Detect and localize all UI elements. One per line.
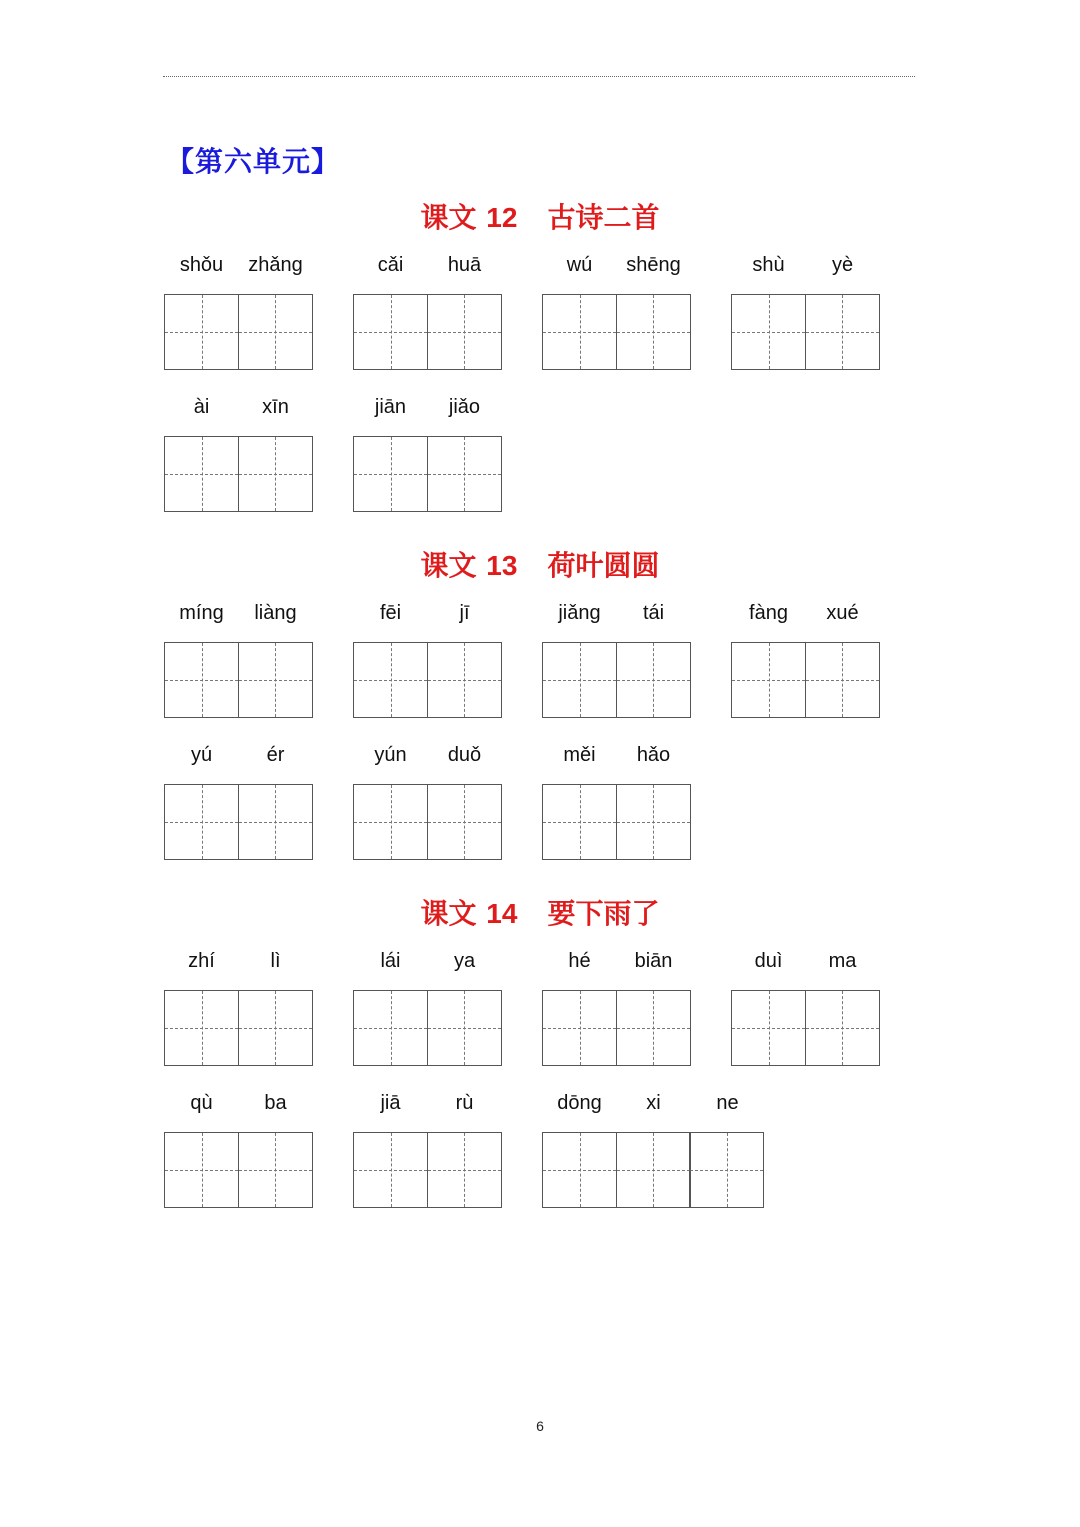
writing-cell[interactable] [427, 990, 502, 1066]
writing-group [164, 254, 316, 374]
tianzige-boxes [542, 784, 691, 858]
tianzige-boxes [353, 436, 502, 510]
cell-horizontal-guide [165, 1170, 238, 1171]
pinyin-label: yú [190, 744, 213, 766]
writing-cell[interactable] [353, 784, 428, 860]
cell-horizontal-guide [428, 474, 501, 475]
tianzige-boxes [353, 990, 502, 1064]
cell-horizontal-guide [165, 474, 238, 475]
pinyin-label: dōng [557, 1092, 602, 1114]
writing-cell[interactable] [805, 990, 880, 1066]
lesson-name: 要下雨了 [547, 897, 660, 930]
pinyin-row [542, 254, 694, 284]
pinyin-label: jiǎng [558, 602, 601, 624]
pinyin-label: zhí [188, 950, 215, 972]
page-number: 6 [536, 1418, 544, 1434]
cell-horizontal-guide [239, 474, 312, 475]
pinyin-label: ya [453, 950, 476, 972]
pinyin-label: jiān [374, 396, 407, 418]
pinyin-row [542, 950, 694, 980]
pinyin-label: fàng [749, 602, 788, 624]
lesson-title [0, 892, 1080, 932]
pinyin-row [164, 254, 316, 284]
writing-cell[interactable] [164, 436, 239, 512]
cell-horizontal-guide [354, 474, 427, 475]
cell-horizontal-guide [354, 332, 427, 333]
pinyin-label: ba [264, 1092, 287, 1114]
pinyin-label: shù [752, 254, 785, 276]
pinyin-label: jiā [380, 1092, 401, 1114]
pinyin-row [164, 396, 316, 426]
writing-cell[interactable] [731, 642, 806, 718]
pinyin-label: tái [642, 602, 665, 624]
pinyin-row [164, 950, 316, 980]
pinyin-label: huā [447, 254, 482, 276]
writing-cell[interactable] [238, 294, 313, 370]
writing-group [353, 602, 505, 722]
writing-cell[interactable] [731, 294, 806, 370]
unit-title: 【第六单元】 [166, 145, 341, 178]
tianzige-boxes [164, 294, 313, 368]
writing-cell[interactable] [164, 1132, 239, 1208]
writing-cell[interactable] [238, 436, 313, 512]
pinyin-row [164, 602, 316, 632]
writing-group [353, 396, 505, 516]
writing-cell[interactable] [616, 1132, 691, 1208]
lesson-name: 古诗二首 [547, 201, 660, 234]
cell-horizontal-guide [690, 1170, 763, 1171]
writing-cell[interactable] [805, 294, 880, 370]
pinyin-label: shǒu [179, 254, 224, 276]
writing-cell[interactable] [353, 436, 428, 512]
writing-cell[interactable] [427, 642, 502, 718]
writing-cell[interactable] [353, 642, 428, 718]
writing-group [731, 254, 883, 374]
cell-horizontal-guide [239, 822, 312, 823]
writing-group [542, 950, 694, 1070]
lesson-number: 12 [486, 202, 518, 233]
writing-group [731, 602, 883, 722]
pinyin-label: měi [563, 744, 596, 766]
writing-cell[interactable] [542, 1132, 617, 1208]
tianzige-boxes [353, 1132, 502, 1206]
cell-horizontal-guide [617, 822, 690, 823]
cell-horizontal-guide [732, 332, 805, 333]
pinyin-label: rù [455, 1092, 474, 1114]
cell-horizontal-guide [354, 1170, 427, 1171]
cell-horizontal-guide [239, 680, 312, 681]
tianzige-boxes [164, 642, 313, 716]
pinyin-row [164, 744, 316, 774]
pinyin-label: ér [266, 744, 285, 766]
cell-horizontal-guide [732, 1028, 805, 1029]
pinyin-row [353, 396, 505, 426]
cell-horizontal-guide [354, 680, 427, 681]
writing-group [731, 950, 883, 1070]
writing-cell[interactable] [353, 294, 428, 370]
cell-horizontal-guide [239, 1170, 312, 1171]
pinyin-label: xué [826, 602, 859, 624]
writing-cell[interactable] [616, 642, 691, 718]
writing-cell[interactable] [353, 990, 428, 1066]
pinyin-row [542, 1092, 768, 1122]
pinyin-row [542, 744, 694, 774]
pinyin-row [353, 950, 505, 980]
cell-horizontal-guide [617, 332, 690, 333]
writing-cell[interactable] [238, 784, 313, 860]
writing-group [353, 254, 505, 374]
cell-horizontal-guide [617, 1170, 690, 1171]
pinyin-label: zhǎng [248, 254, 303, 276]
pinyin-row [353, 744, 505, 774]
header-rule [163, 76, 915, 77]
pinyin-row [731, 950, 883, 980]
writing-cell[interactable] [164, 294, 239, 370]
lesson-title [0, 544, 1080, 584]
writing-group [164, 602, 316, 722]
cell-horizontal-guide [543, 332, 616, 333]
cell-horizontal-guide [543, 822, 616, 823]
cell-horizontal-guide [543, 680, 616, 681]
tianzige-boxes [353, 294, 502, 368]
pinyin-label: ma [828, 950, 857, 972]
lesson-number: 13 [486, 550, 518, 581]
writing-group [542, 254, 694, 374]
pinyin-label: duì [754, 950, 783, 972]
writing-cell[interactable] [238, 642, 313, 718]
pinyin-label: liàng [254, 602, 297, 624]
lesson-label: 课文 [420, 897, 487, 930]
pinyin-label: biān [634, 950, 673, 972]
cell-horizontal-guide [428, 1028, 501, 1029]
pinyin-label: míng [179, 602, 224, 624]
cell-horizontal-guide [165, 680, 238, 681]
pinyin-label: yún [374, 744, 407, 766]
pinyin-label: xīn [262, 396, 289, 418]
writing-group [353, 950, 505, 1070]
pinyin-row [731, 602, 883, 632]
pinyin-label: cǎi [377, 254, 404, 276]
writing-cell[interactable] [542, 642, 617, 718]
pinyin-label: lái [380, 950, 401, 972]
writing-group [542, 744, 694, 864]
cell-horizontal-guide [354, 1028, 427, 1029]
pinyin-row [164, 1092, 316, 1122]
pinyin-row [353, 1092, 505, 1122]
lesson-number: 14 [486, 898, 518, 929]
writing-cell[interactable] [616, 990, 691, 1066]
pinyin-label: qù [190, 1092, 213, 1114]
tianzige-boxes [542, 990, 691, 1064]
tianzige-boxes [731, 642, 880, 716]
writing-group [353, 1092, 505, 1212]
writing-cell[interactable] [238, 990, 313, 1066]
cell-horizontal-guide [806, 332, 879, 333]
pinyin-row [542, 602, 694, 632]
writing-cell[interactable] [427, 294, 502, 370]
cell-horizontal-guide [543, 1028, 616, 1029]
tianzige-boxes [542, 642, 691, 716]
lesson-title [0, 196, 1080, 236]
pinyin-label: hé [568, 950, 591, 972]
writing-cell[interactable] [616, 784, 691, 860]
pinyin-row [353, 254, 505, 284]
pinyin-label: jī [459, 602, 470, 624]
lesson-label: 课文 [420, 549, 487, 582]
writing-cell[interactable] [542, 294, 617, 370]
cell-horizontal-guide [806, 1028, 879, 1029]
tianzige-boxes [731, 294, 880, 368]
tianzige-boxes [164, 784, 313, 858]
writing-cell[interactable] [542, 990, 617, 1066]
writing-cell[interactable] [805, 642, 880, 718]
writing-cell[interactable] [353, 1132, 428, 1208]
tianzige-boxes [164, 1132, 313, 1206]
writing-group [164, 950, 316, 1070]
writing-group [542, 602, 694, 722]
tianzige-boxes [542, 294, 691, 368]
cell-horizontal-guide [165, 1028, 238, 1029]
cell-horizontal-guide [428, 822, 501, 823]
cell-horizontal-guide [806, 680, 879, 681]
pinyin-label: lì [270, 950, 281, 972]
pinyin-label: ne [716, 1092, 739, 1114]
writing-cell[interactable] [164, 642, 239, 718]
writing-group [542, 1092, 768, 1212]
writing-cell[interactable] [427, 436, 502, 512]
tianzige-boxes [353, 784, 502, 858]
pinyin-label: duǒ [447, 744, 482, 766]
writing-cell[interactable] [616, 294, 691, 370]
pinyin-label: yè [831, 254, 854, 276]
cell-horizontal-guide [543, 1170, 616, 1171]
cell-horizontal-guide [428, 1170, 501, 1171]
writing-group [164, 1092, 316, 1212]
pinyin-label: jiǎo [448, 396, 481, 418]
writing-cell[interactable] [427, 1132, 502, 1208]
pinyin-label: xi [646, 1092, 661, 1114]
cell-horizontal-guide [354, 822, 427, 823]
writing-cell[interactable] [689, 1132, 764, 1208]
cell-horizontal-guide [239, 1028, 312, 1029]
pinyin-label: fēi [379, 602, 402, 624]
cell-horizontal-guide [732, 680, 805, 681]
pinyin-label: hǎo [636, 744, 671, 766]
writing-cell[interactable] [427, 784, 502, 860]
lesson-label: 课文 [420, 201, 487, 234]
writing-group [164, 396, 316, 516]
writing-cell[interactable] [542, 784, 617, 860]
writing-group [164, 744, 316, 864]
writing-cell[interactable] [164, 784, 239, 860]
cell-horizontal-guide [239, 332, 312, 333]
cell-horizontal-guide [428, 332, 501, 333]
pinyin-label: ài [193, 396, 210, 418]
tianzige-boxes [353, 642, 502, 716]
tianzige-boxes [542, 1132, 764, 1206]
tianzige-boxes [164, 990, 313, 1064]
cell-horizontal-guide [165, 822, 238, 823]
tianzige-boxes [731, 990, 880, 1064]
pinyin-label: shēng [626, 254, 681, 276]
lesson-name: 荷叶圆圆 [547, 549, 660, 582]
cell-horizontal-guide [617, 680, 690, 681]
pinyin-row [731, 254, 883, 284]
writing-group [353, 744, 505, 864]
cell-horizontal-guide [165, 332, 238, 333]
writing-cell[interactable] [164, 990, 239, 1066]
writing-cell[interactable] [731, 990, 806, 1066]
writing-cell[interactable] [238, 1132, 313, 1208]
cell-horizontal-guide [428, 680, 501, 681]
tianzige-boxes [164, 436, 313, 510]
cell-horizontal-guide [617, 1028, 690, 1029]
pinyin-label: wú [566, 254, 593, 276]
pinyin-row [353, 602, 505, 632]
